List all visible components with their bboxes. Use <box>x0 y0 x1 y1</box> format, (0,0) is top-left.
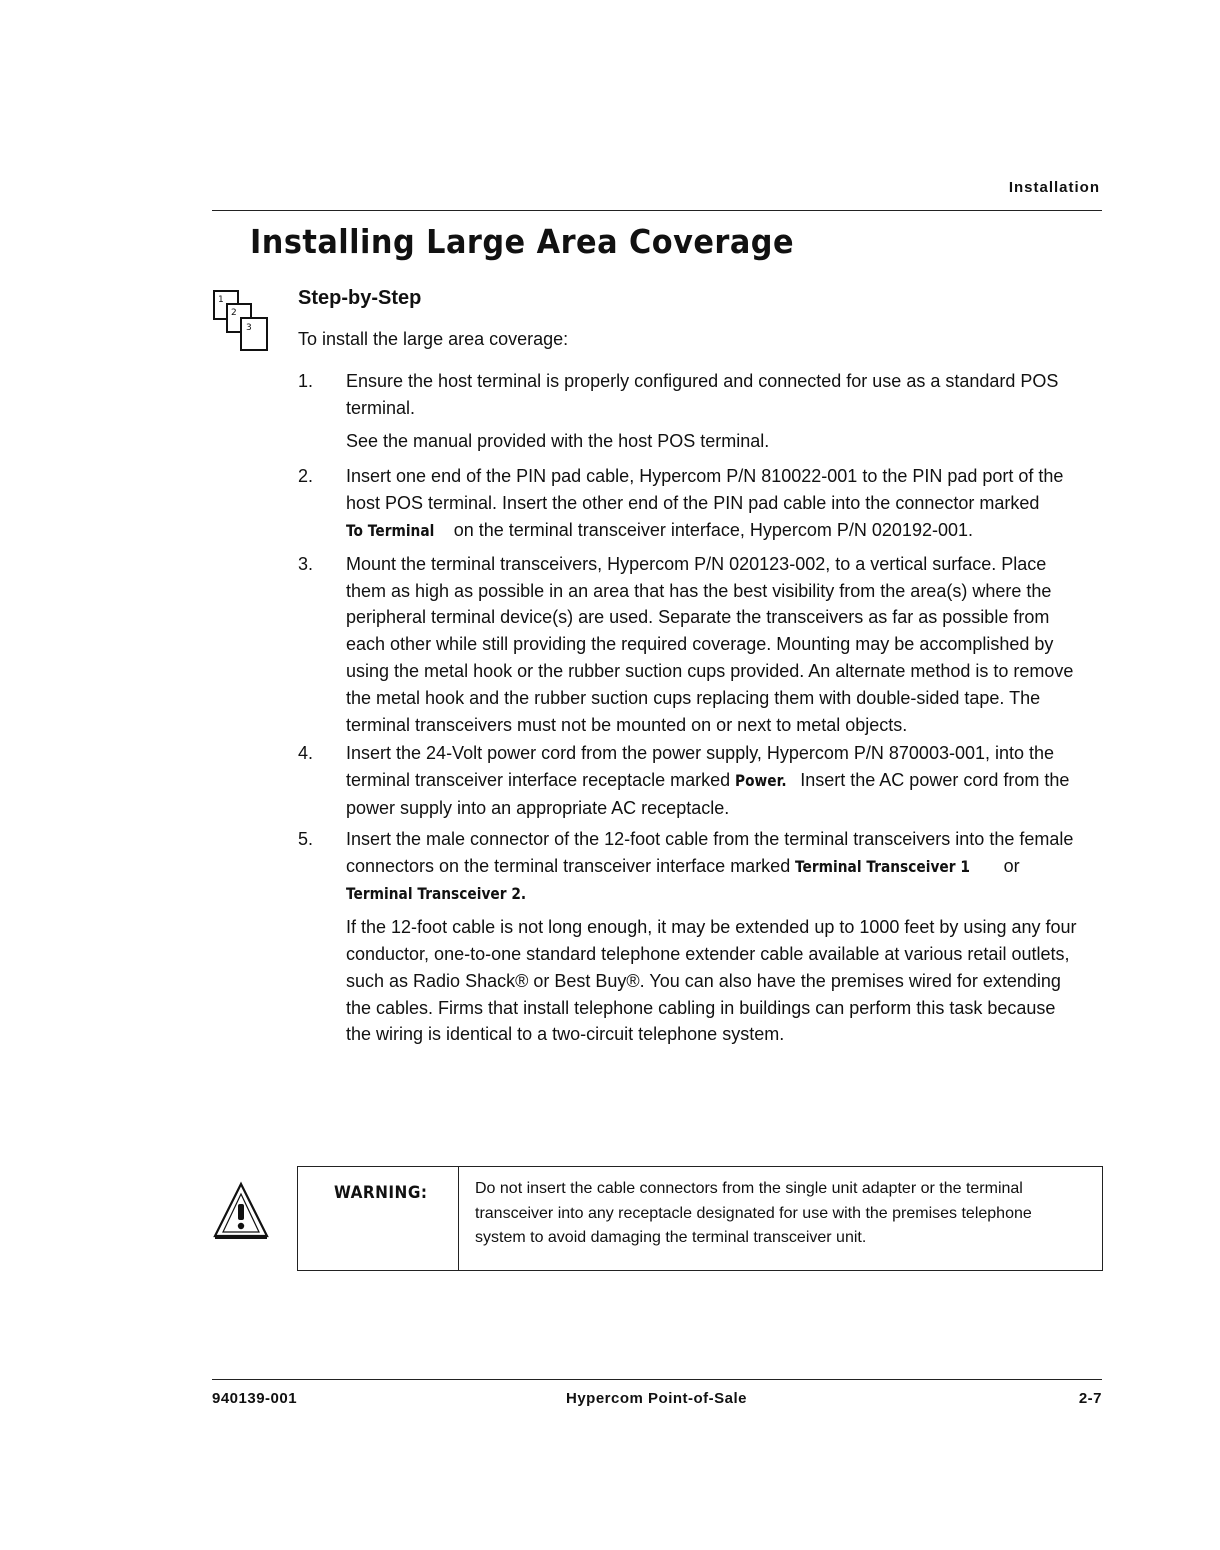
svg-text:3: 3 <box>246 323 252 333</box>
list-item <box>298 740 1078 821</box>
warning-box <box>297 1166 1103 1271</box>
footer-product: Hypercom Point-of-Sale <box>566 1390 748 1407</box>
step-number: 1. <box>298 371 314 391</box>
step-note: If the 12-foot cable is not long enough, it may be extended up to 1000 feet by using any four conductor, one-to-one standard telephone extender cable available at various retail outlets, such as Radio Shack® or Best Buy®. You can also have the premises wired for extending the cables. Firms that install telephone cabling in buildings can perform this task because the wiring is identical to a two-circuit telephone system. <box>346 917 1077 1045</box>
connector-label: Terminal Transceiver 2. <box>346 884 527 904</box>
step-text: Mount the terminal transceivers, Hypercom P/N 020123-002, to a vertical surface. Place them as high as possible in an area that has the best visibility from the area(s) where the peripheral terminal device(s) are used. Separate the transceivers as far as possible from each other while still providing the required coverage. Mounting may be accomplished by using the metal hook or the rubber suction cups provided. An alternate method is to remove the metal hook and the rubber suction cups replacing them with double-sided tape. The terminal transceivers must not be mounted on or next to metal objects. <box>346 553 1074 735</box>
warning-text: Do not insert the cable connectors from the single unit adapter or the terminal transceiver into any receptacle designated for use with the premises telephone system to avoid damaging the terminal transceiver unit. <box>475 1180 1032 1246</box>
list-item <box>298 551 1078 739</box>
section-heading: Step-by-Step <box>298 287 422 309</box>
intro-text: To install the large area coverage: <box>298 329 569 349</box>
running-header: Installation <box>1008 179 1100 196</box>
footer-doc-number: 940139-001 <box>212 1390 298 1407</box>
connector-label: Terminal Transceiver 1 <box>795 856 971 876</box>
list-item <box>298 826 1078 1048</box>
warning-divider <box>458 1167 459 1270</box>
step-text: Insert the 24-Volt power cord from the power supply, Hypercom P/N 870003-001, into the terminal transceiver interface receptacle marked Power. Insert the AC power cord from the power supply into an appropriate AC receptacle. <box>346 743 1070 818</box>
receptacle-label: Power. <box>735 771 787 791</box>
list-item <box>298 368 1078 454</box>
page-title: Installing Large Area Coverage <box>250 222 795 261</box>
svg-text:1: 1 <box>218 295 224 305</box>
numbered-steps-icon <box>210 287 272 355</box>
step-note: See the manual provided with the host POS terminal. <box>346 430 770 451</box>
list-item <box>298 463 1078 544</box>
step-list <box>298 368 1078 1048</box>
connector-label: To Terminal <box>346 520 435 540</box>
footer-rule <box>212 1379 1102 1380</box>
step-text: Ensure the host terminal is properly configured and connected for use as a standard POS terminal. <box>346 371 1059 418</box>
warning-triangle-icon <box>212 1180 270 1242</box>
step-text: Insert the male connector of the 12-foot cable from the terminal transceivers into the female connectors on the terminal transceiver interface marked Terminal Transceiver 1 or Terminal Transceiver 2. <box>346 826 1078 908</box>
header-rule <box>212 210 1102 211</box>
step-number: 3. <box>298 553 314 574</box>
step-number: 2. <box>298 466 314 487</box>
svg-text:2: 2 <box>231 308 237 318</box>
footer-page-number: 2-7 <box>1078 1390 1102 1407</box>
step-text: Insert one end of the PIN pad cable, Hypercom P/N 810022-001 to the PIN pad port of the host POS terminal. Insert the other end of the PIN pad cable into the connector marked To Terminal on the terminal transceiver interface, Hypercom P/N 020192-001. <box>346 463 1078 544</box>
step-number: 4. <box>298 743 314 764</box>
warning-label: WARNING: <box>334 1183 428 1203</box>
step-number: 5. <box>298 828 314 849</box>
